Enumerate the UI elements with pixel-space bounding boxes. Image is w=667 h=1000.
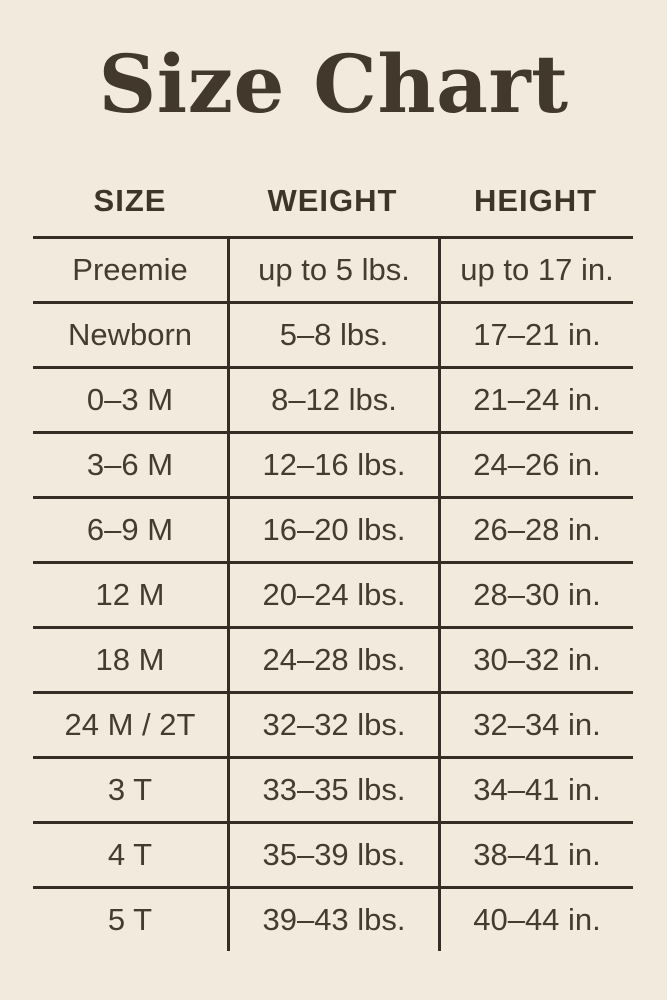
weight-cell: 8–12 lbs. — [227, 369, 438, 431]
size-cell: Newborn — [67, 317, 193, 352]
height-cell: 28–30 in. — [438, 564, 633, 626]
weight-cell: 33–35 lbs. — [227, 759, 438, 821]
height-cell: 40–44 in. — [438, 889, 633, 951]
size-cell: 4 T — [107, 837, 153, 872]
height-cell: 38–41 in. — [438, 824, 633, 886]
table-row — [33, 821, 633, 886]
header-height: HEIGHT — [473, 183, 598, 218]
size-cell: 6–9 M — [86, 512, 174, 547]
height-cell: 17–21 in. — [438, 304, 633, 366]
table-row — [33, 496, 633, 561]
height-cell: 30–32 in. — [438, 629, 633, 691]
page-title: Size Chart — [98, 37, 569, 131]
weight-cell: 24–28 lbs. — [227, 629, 438, 691]
weight-cell: 20–24 lbs. — [227, 564, 438, 626]
size-cell: Preemie — [72, 252, 188, 287]
table-row — [33, 431, 633, 496]
weight-cell: 5–8 lbs. — [227, 304, 438, 366]
weight-cell: up to 5 lbs. — [227, 239, 438, 301]
header-weight: WEIGHT — [267, 183, 398, 218]
height-cell: 26–28 in. — [438, 499, 633, 561]
weight-cell: 16–20 lbs. — [227, 499, 438, 561]
weight-cell: 32–32 lbs. — [227, 694, 438, 756]
height-cell: up to 17 in. — [438, 239, 633, 301]
table-row — [33, 561, 633, 626]
weight-cell: 35–39 lbs. — [227, 824, 438, 886]
table-row — [33, 301, 633, 366]
size-cell: 0–3 M — [86, 382, 174, 417]
weight-cell: 39–43 lbs. — [227, 889, 438, 951]
table-row — [33, 756, 633, 821]
height-cell: 21–24 in. — [438, 369, 633, 431]
table-row — [33, 886, 633, 951]
table-row — [33, 691, 633, 756]
weight-cell: 12–16 lbs. — [227, 434, 438, 496]
height-cell: 34–41 in. — [438, 759, 633, 821]
size-cell: 18 M — [95, 642, 165, 677]
table-header-row — [33, 174, 633, 228]
size-cell: 24 M / 2T — [64, 707, 196, 742]
size-cell: 12 M — [95, 577, 165, 612]
header-size: SIZE — [93, 183, 167, 218]
table-row — [33, 366, 633, 431]
table-row — [33, 236, 633, 301]
size-cell: 5 T — [107, 902, 153, 937]
size-cell: 3 T — [107, 772, 153, 807]
height-cell: 24–26 in. — [438, 434, 633, 496]
size-cell: 3–6 M — [86, 447, 174, 482]
table-row — [33, 626, 633, 691]
size-table-body — [33, 236, 633, 951]
height-cell: 32–34 in. — [438, 694, 633, 756]
